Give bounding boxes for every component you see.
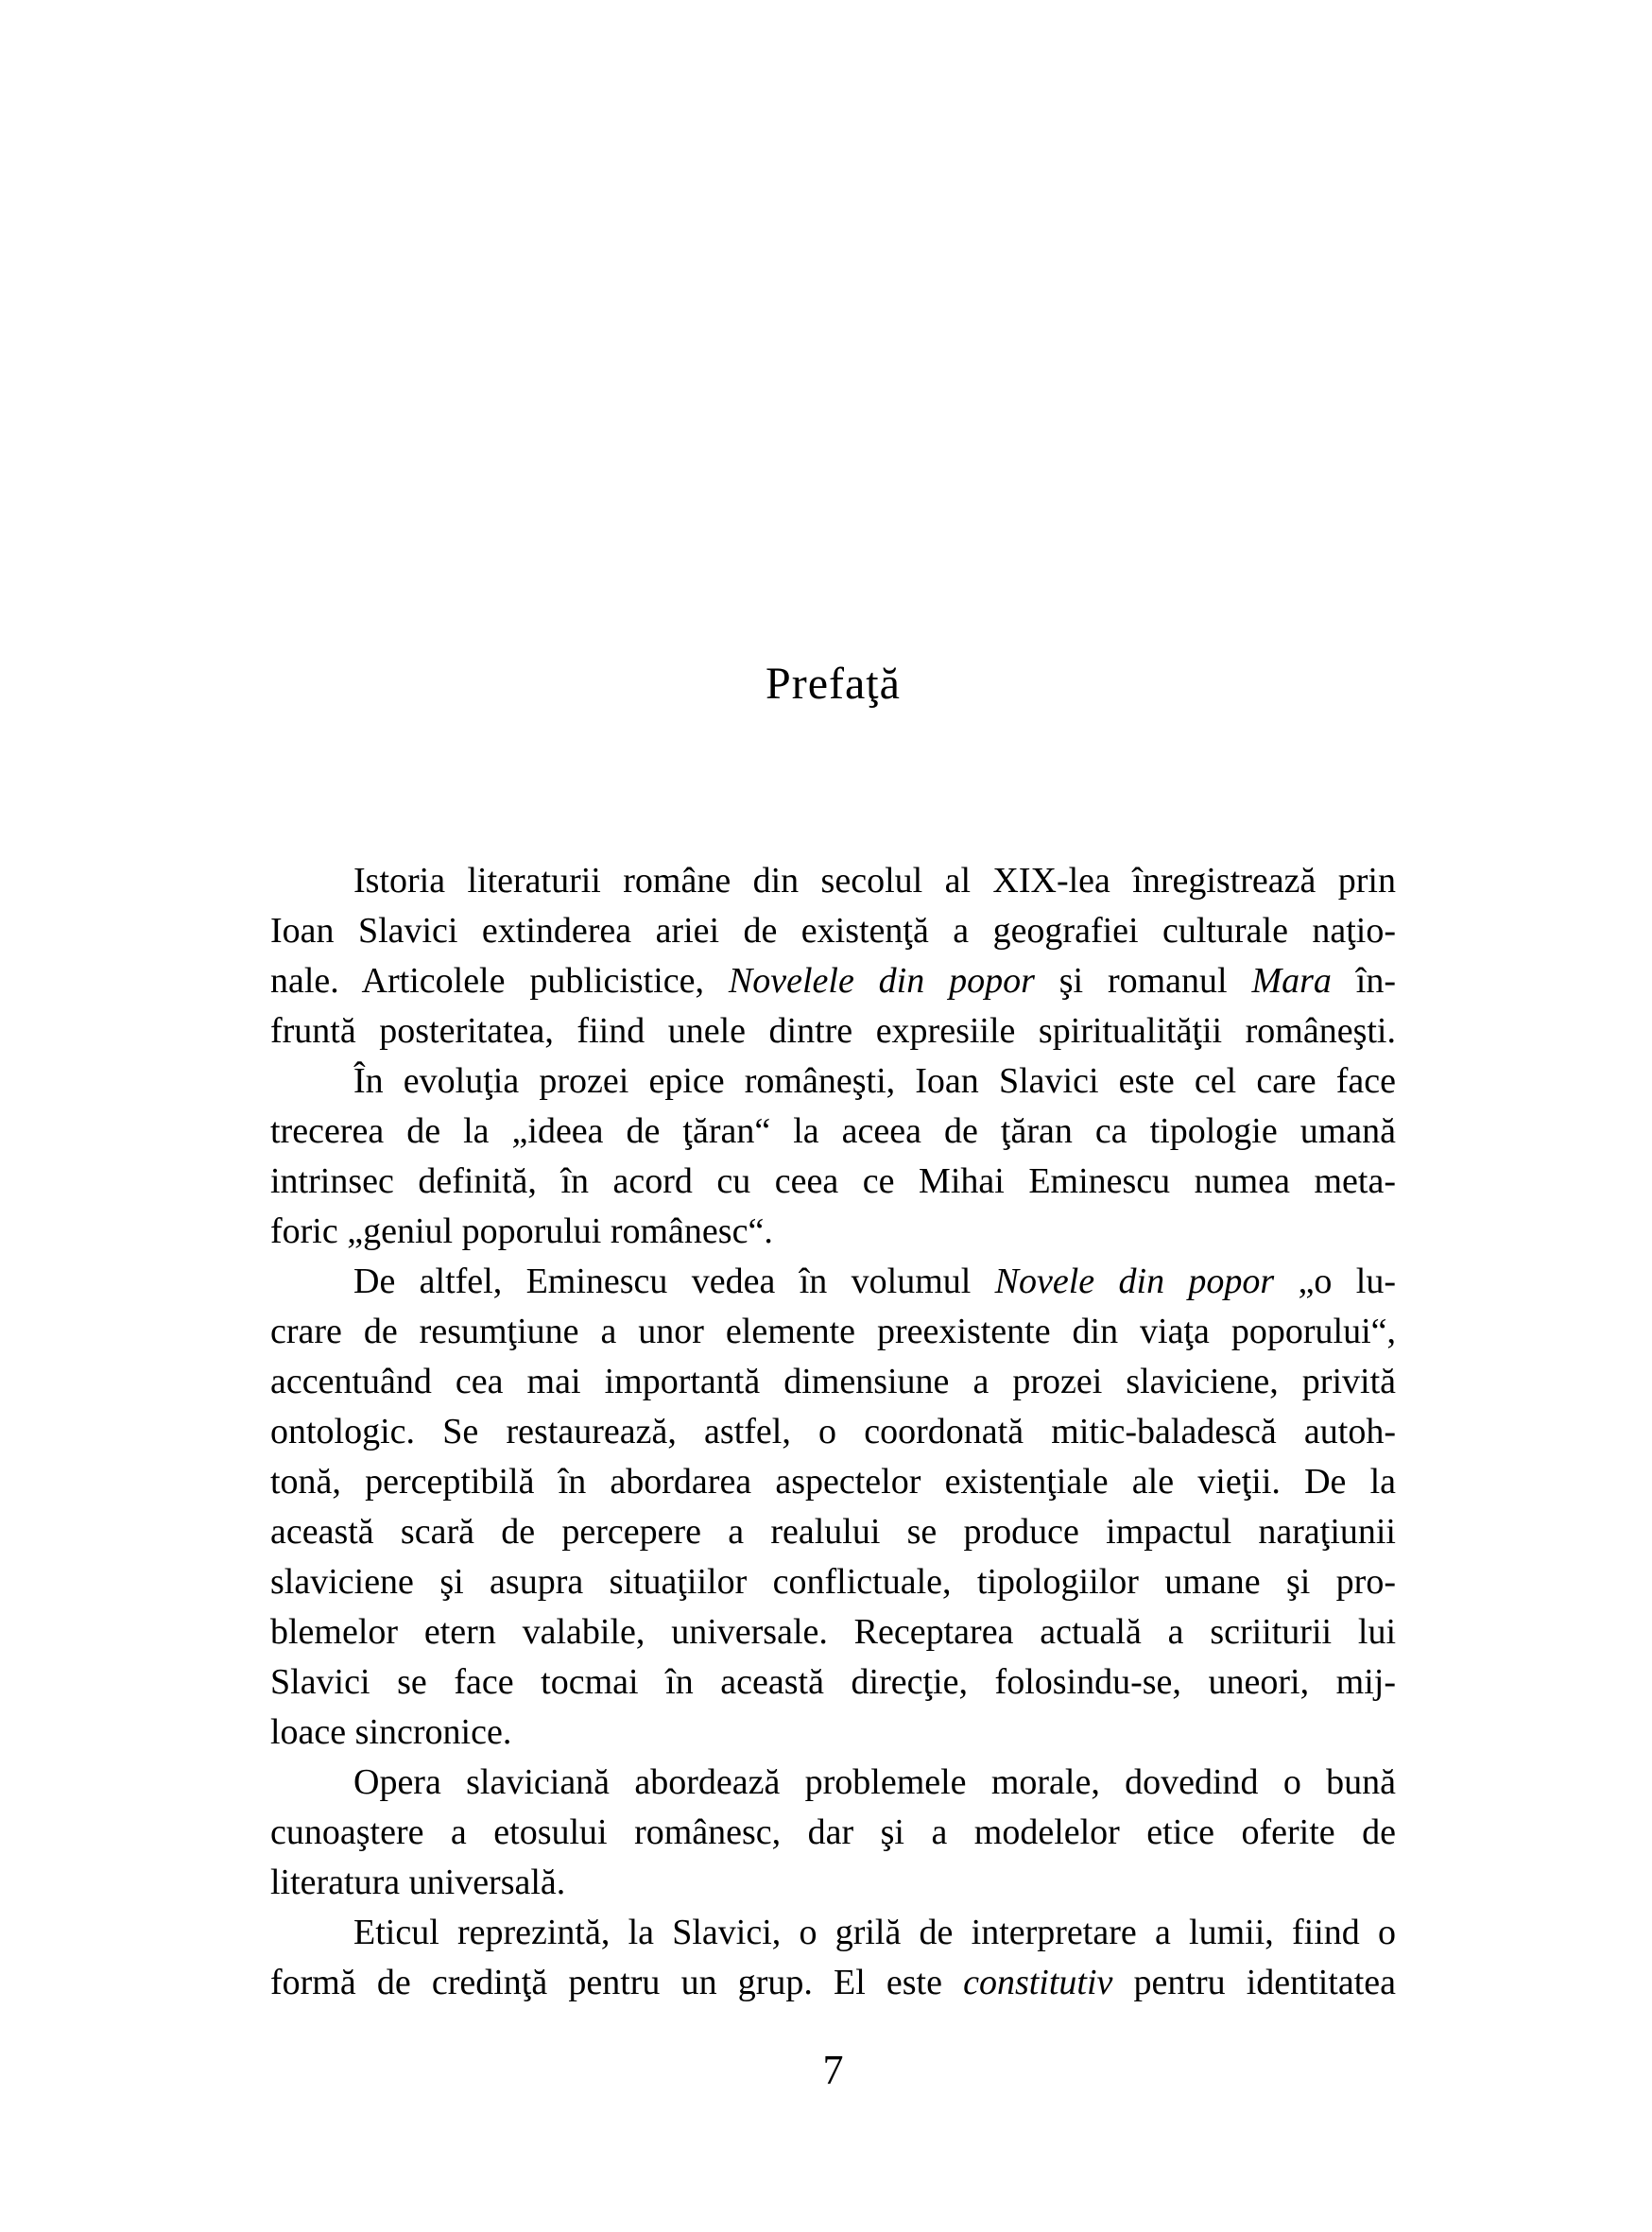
- text-line: [270, 1257, 1396, 1307]
- text-line: [270, 1307, 1396, 1357]
- text-run: foric „geniul poporului românesc“.: [270, 1211, 773, 1251]
- page-number: 7: [822, 2047, 844, 2093]
- text-line: [270, 1457, 1396, 1507]
- text-run: tonă, perceptibilă în abordarea aspectelor existenţiale ale vieţii. De la: [270, 1462, 1396, 1502]
- text-line: [270, 1858, 1396, 1908]
- text-run: literatura universală.: [270, 1863, 566, 1902]
- text-run: ontologic. Se restaurează, astfel, o coordonată mitic-baladescă autoh-: [270, 1412, 1396, 1451]
- paragraph: [270, 856, 1396, 1056]
- text-run: blemelor etern valabile, universale. Receptarea actuală a scriiturii lui: [270, 1612, 1396, 1652]
- text-line: [270, 1207, 1396, 1257]
- text-run: accentuând cea mai importantă dimensiune a prozei slaviciene, privită: [270, 1362, 1396, 1401]
- text-run: crare de resumţiune a unor elemente preexistente din viaţa poporului“,: [270, 1312, 1396, 1351]
- text-line: [270, 1607, 1396, 1657]
- text-run: şi romanul: [1034, 961, 1252, 1001]
- text-run-italic: Mara: [1251, 961, 1332, 1001]
- text-run: Slavici se face tocmai în această direcţie, folosindu-se, uneori, mij-: [270, 1662, 1396, 1702]
- text-line: [270, 1708, 1396, 1758]
- text-block: [270, 856, 1396, 2008]
- text-line: [270, 1657, 1396, 1708]
- text-line: [270, 1808, 1396, 1858]
- text-line: [270, 1958, 1396, 2008]
- paragraph: [270, 1257, 1396, 1758]
- text-run: trecerea de la „ideea de ţăran“ la aceea de ţăran ca tipologie umană: [270, 1111, 1396, 1151]
- text-line: [270, 1908, 1396, 1958]
- text-run: formă de credinţă pentru un grup. El este: [270, 1963, 964, 2002]
- text-line: [270, 856, 1396, 906]
- text-run: cunoaştere a etosului românesc, dar şi a modelelor etice oferite de: [270, 1812, 1396, 1852]
- paragraph: [270, 1758, 1396, 1908]
- text-run: În evoluţia prozei epice româneşti, Ioan Slavici este cel care face: [353, 1061, 1396, 1101]
- text-run: fruntă posteritatea, fiind unele dintre expresiile spiritualităţii româneşti.: [270, 1011, 1396, 1051]
- text-run: nale. Articolele publicistice,: [270, 961, 729, 1001]
- page-title: Prefaţă: [766, 659, 901, 709]
- text-run: intrinsec definită, în acord cu ceea ce Mihai Eminescu numea meta-: [270, 1161, 1396, 1201]
- text-line: [270, 1107, 1396, 1157]
- text-run: pentru identitatea: [1112, 1963, 1396, 2002]
- text-line: [270, 1006, 1396, 1056]
- text-run: De altfel, Eminescu vedea în volumul: [353, 1262, 995, 1301]
- text-line: [270, 1407, 1396, 1457]
- text-run: Opera slaviciană abordează problemele morale, dovedind o bună: [353, 1762, 1396, 1802]
- text-line: [270, 956, 1396, 1006]
- text-line: [270, 1056, 1396, 1107]
- paragraph: [270, 1908, 1396, 2008]
- text-run-italic: Novele din popor: [994, 1262, 1275, 1301]
- text-run: această scară de percepere a realului se produce impactul naraţiunii: [270, 1512, 1396, 1552]
- paragraph: [270, 1056, 1396, 1257]
- text-run: „o lu-: [1274, 1262, 1396, 1301]
- text-run: Eticul reprezintă, la Slavici, o grilă de interpretare a lumii, fiind o: [353, 1913, 1396, 1952]
- text-run-italic: constitutiv: [963, 1963, 1113, 2002]
- text-line: [270, 1357, 1396, 1407]
- text-line: [270, 1557, 1396, 1607]
- text-run: Istoria literaturii române din secolul al XIX-lea înregistrează prin: [353, 861, 1396, 901]
- text-line: [270, 1758, 1396, 1808]
- text-run: Ioan Slavici extinderea ariei de existenţă a geografiei culturale naţio-: [270, 911, 1396, 951]
- text-run-italic: Novelele din popor: [728, 961, 1035, 1001]
- text-run: loace sincronice.: [270, 1712, 512, 1752]
- text-run: în-: [1331, 961, 1396, 1001]
- text-line: [270, 1157, 1396, 1207]
- text-line: [270, 906, 1396, 956]
- text-run: slaviciene şi asupra situaţiilor conflictuale, tipologiilor umane şi pro-: [270, 1562, 1396, 1602]
- text-line: [270, 1507, 1396, 1557]
